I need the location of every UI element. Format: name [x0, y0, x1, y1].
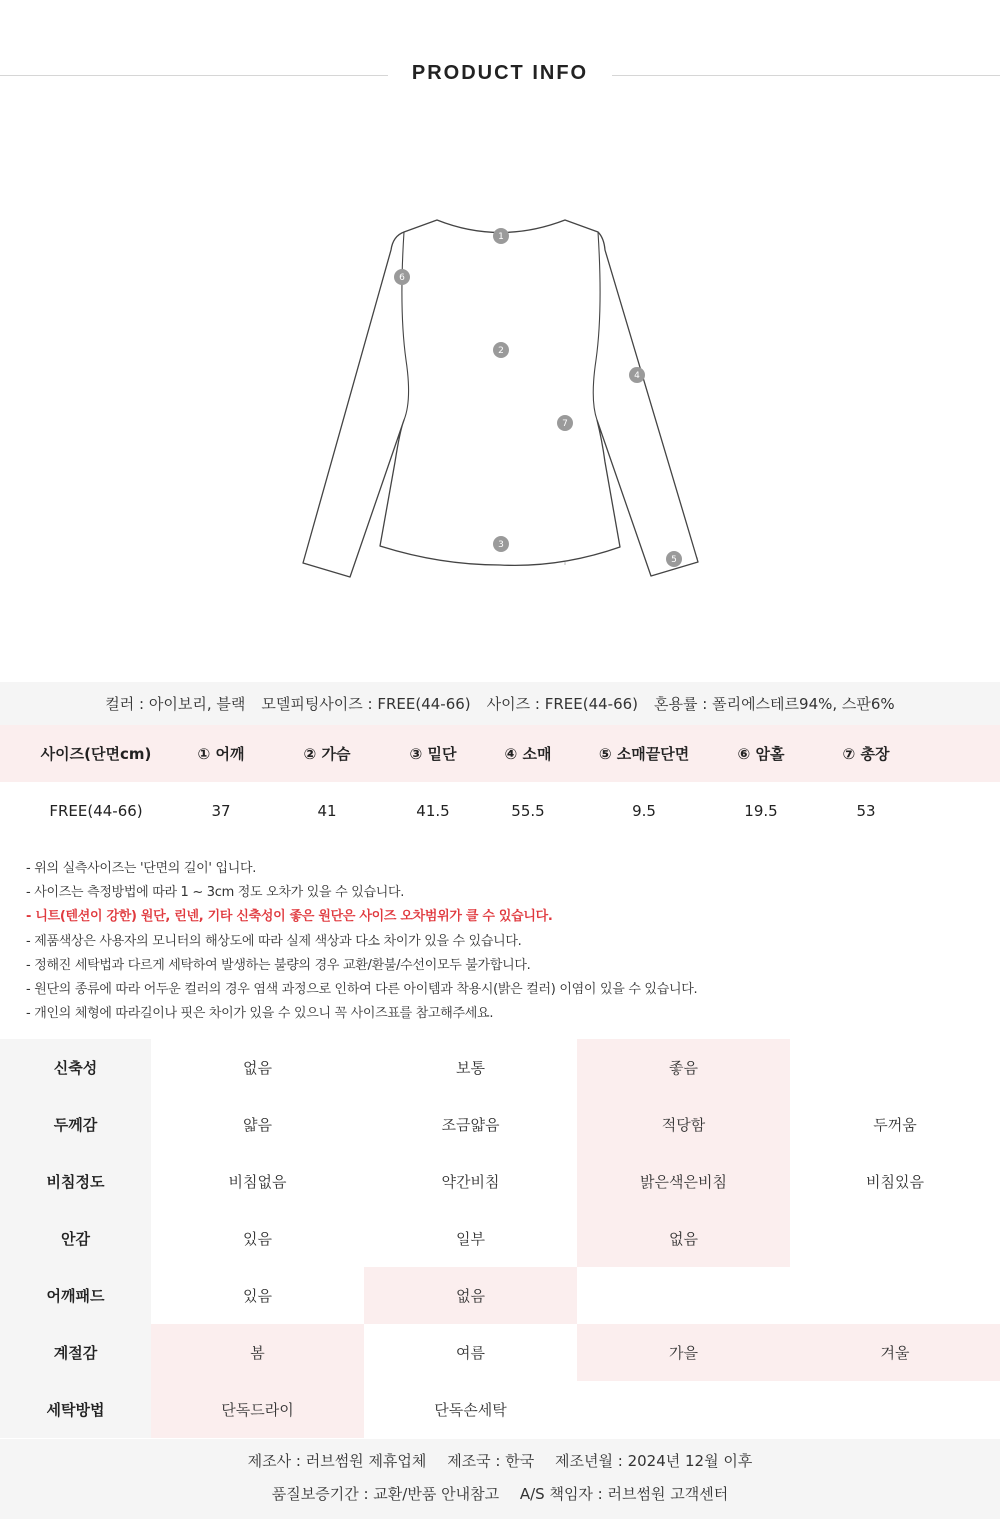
- feature-option: [790, 1039, 1000, 1096]
- info-model-size: 모델피팅사이즈 : FREE(44-66): [261, 695, 471, 713]
- feature-label: 비침정도: [0, 1153, 151, 1210]
- size-header-sleeve: ④ 소매: [504, 745, 552, 763]
- size-header-label: 사이즈(단면cm): [40, 745, 152, 763]
- header-divider-left: [0, 75, 388, 76]
- marker-6: [394, 269, 410, 285]
- size-header-cuff: ⑤ 소매끝단면: [598, 745, 690, 763]
- feature-label: 계절감: [0, 1324, 151, 1381]
- size-cell-sleeve: 55.5: [511, 801, 545, 820]
- feature-option: 약간비침: [441, 1173, 500, 1191]
- feature-option-selected: 밝은색은비침: [577, 1153, 790, 1210]
- header-divider-right: [612, 75, 1000, 76]
- note-item-warning: - 니트(텐션이 강한) 원단, 린넨, 기타 신축성이 좋은 원단은 사이즈 오차범위가 클 수 있습니다.: [26, 909, 553, 925]
- feature-row: [0, 1267, 1000, 1324]
- marker-5: [666, 551, 682, 567]
- feature-label: 세탁방법: [0, 1381, 151, 1438]
- feature-label: 어깨패드: [0, 1267, 151, 1324]
- svg-text:4: 4: [634, 371, 640, 381]
- feature-option: 얇음: [243, 1116, 272, 1134]
- info-fabric: 혼용률 : 폴리에스테르94%, 스판6%: [654, 695, 895, 713]
- manufacturer-footer: [0, 1439, 1000, 1519]
- feature-option: 두꺼움: [873, 1116, 917, 1134]
- note-item: - 원단의 종류에 따라 어두운 컬러의 경우 염색 과정으로 인하여 다른 아이템과 착용시(밝은 컬러) 이염이 있을 수 있습니다.: [26, 982, 698, 998]
- feature-option-selected: 적당함: [577, 1096, 790, 1153]
- feature-option: 단독손세탁: [434, 1401, 507, 1419]
- feature-option-selected: 겨울: [790, 1324, 1000, 1381]
- marker-7: [557, 415, 573, 431]
- marker-3: [493, 536, 509, 552]
- size-table: [0, 725, 1000, 839]
- feature-option: 여름: [456, 1344, 485, 1362]
- feature-row: [0, 1096, 1000, 1153]
- size-cell-chest: 41: [317, 801, 337, 820]
- feature-option-selected: 좋음: [577, 1039, 790, 1096]
- svg-text:6: 6: [399, 273, 405, 283]
- feature-option: [790, 1267, 1000, 1324]
- note-item: - 정해진 세탁법과 다르게 세탁하여 발생하는 불량의 경우 교환/환불/수선이모두 불가합니다.: [26, 957, 531, 973]
- svg-text:3: 3: [498, 540, 504, 550]
- footer-maker: 제조사 : 러브썸원 제휴업체: [247, 1452, 427, 1470]
- note-item: - 제품색상은 사용자의 모니터의 해상도에 따라 실제 색상과 다소 차이가 있을 수 있습니다.: [26, 933, 522, 949]
- marker-1: [493, 228, 509, 244]
- feature-option-selected: 없음: [364, 1267, 577, 1324]
- size-cell-hem: 41.5: [416, 801, 450, 820]
- size-cell-size: FREE(44-66): [49, 801, 143, 820]
- svg-text:1: 1: [498, 232, 504, 242]
- feature-row: [0, 1039, 1000, 1096]
- size-header-chest: ② 가슴: [303, 745, 351, 763]
- feature-option: 비침없음: [228, 1173, 287, 1191]
- size-cell-length: 53: [856, 801, 876, 820]
- size-header-armhole: ⑥ 암홀: [737, 745, 785, 763]
- feature-label: 안감: [0, 1210, 151, 1267]
- feature-row: [0, 1153, 1000, 1210]
- marker-4: [629, 367, 645, 383]
- size-notes: [26, 857, 986, 1026]
- feature-option: 일부: [456, 1230, 485, 1248]
- feature-option-selected: 단독드라이: [151, 1381, 364, 1438]
- svg-text:5: 5: [671, 555, 677, 565]
- garment-diagram: [0, 200, 1000, 600]
- info-size: 사이즈 : FREE(44-66): [486, 695, 639, 713]
- footer-warranty: 품질보증기간 : 교환/반품 안내참고: [271, 1485, 500, 1503]
- note-item: - 사이즈는 측정방법에 따라 1 ~ 3cm 정도 오차가 있을 수 있습니다.: [26, 885, 405, 901]
- feature-option: 있음: [243, 1230, 272, 1248]
- garment-outline: [303, 220, 698, 577]
- note-item: - 위의 실측사이즈는 '단면의 길이' 입니다.: [26, 861, 257, 876]
- size-header-length: ⑦ 총장: [842, 745, 890, 763]
- footer-line-2: [0, 1483, 1000, 1504]
- size-cell-armhole: 19.5: [744, 801, 778, 820]
- footer-country: 제조국 : 한국: [447, 1452, 535, 1470]
- marker-2: [493, 342, 509, 358]
- feature-option: 비침있음: [866, 1173, 924, 1191]
- feature-option: [790, 1381, 1000, 1438]
- section-header: [0, 58, 1000, 94]
- note-item: - 개인의 체형에 따라길이나 핏은 차이가 있을 수 있으니 꼭 사이즈표를 참고해주세요.: [26, 1006, 494, 1022]
- size-cell-cuff: 9.5: [632, 801, 656, 820]
- feature-option: 보통: [456, 1059, 485, 1077]
- size-table-row: [0, 782, 1000, 839]
- size-table-header: [0, 725, 1000, 782]
- footer-date: 제조년월 : 2024년 12월 이후: [555, 1452, 753, 1470]
- svg-text:7: 7: [562, 419, 568, 429]
- feature-row: [0, 1324, 1000, 1381]
- feature-label: 두께감: [0, 1096, 151, 1153]
- svg-text:2: 2: [498, 346, 504, 356]
- feature-option: [577, 1267, 790, 1324]
- feature-row: [0, 1210, 1000, 1267]
- size-header-hem: ③ 밑단: [409, 745, 457, 763]
- product-info-bar: [0, 682, 1000, 725]
- footer-as: A/S 책임자 : 러브썸원 고객센터: [519, 1485, 729, 1503]
- garment-svg: [0, 200, 1000, 600]
- feature-table: [0, 1039, 1000, 1438]
- footer-line-1: [0, 1450, 1000, 1471]
- feature-option-selected: 봄: [151, 1324, 364, 1381]
- size-cell-shoulder: 37: [211, 801, 231, 820]
- feature-option: [790, 1210, 1000, 1267]
- feature-option: 없음: [243, 1059, 272, 1077]
- feature-option-selected: 없음: [577, 1210, 790, 1267]
- feature-row: [0, 1381, 1000, 1438]
- info-color: 컬러 : 아이보리, 블랙: [105, 695, 246, 713]
- feature-label: 신축성: [0, 1039, 151, 1096]
- page-title: PRODUCT INFO: [411, 62, 589, 84]
- feature-option-selected: 가을: [577, 1324, 790, 1381]
- feature-option: [577, 1381, 790, 1438]
- feature-option: 있음: [243, 1287, 272, 1305]
- feature-option: 조금얇음: [441, 1116, 500, 1134]
- size-header-shoulder: ① 어깨: [197, 745, 245, 763]
